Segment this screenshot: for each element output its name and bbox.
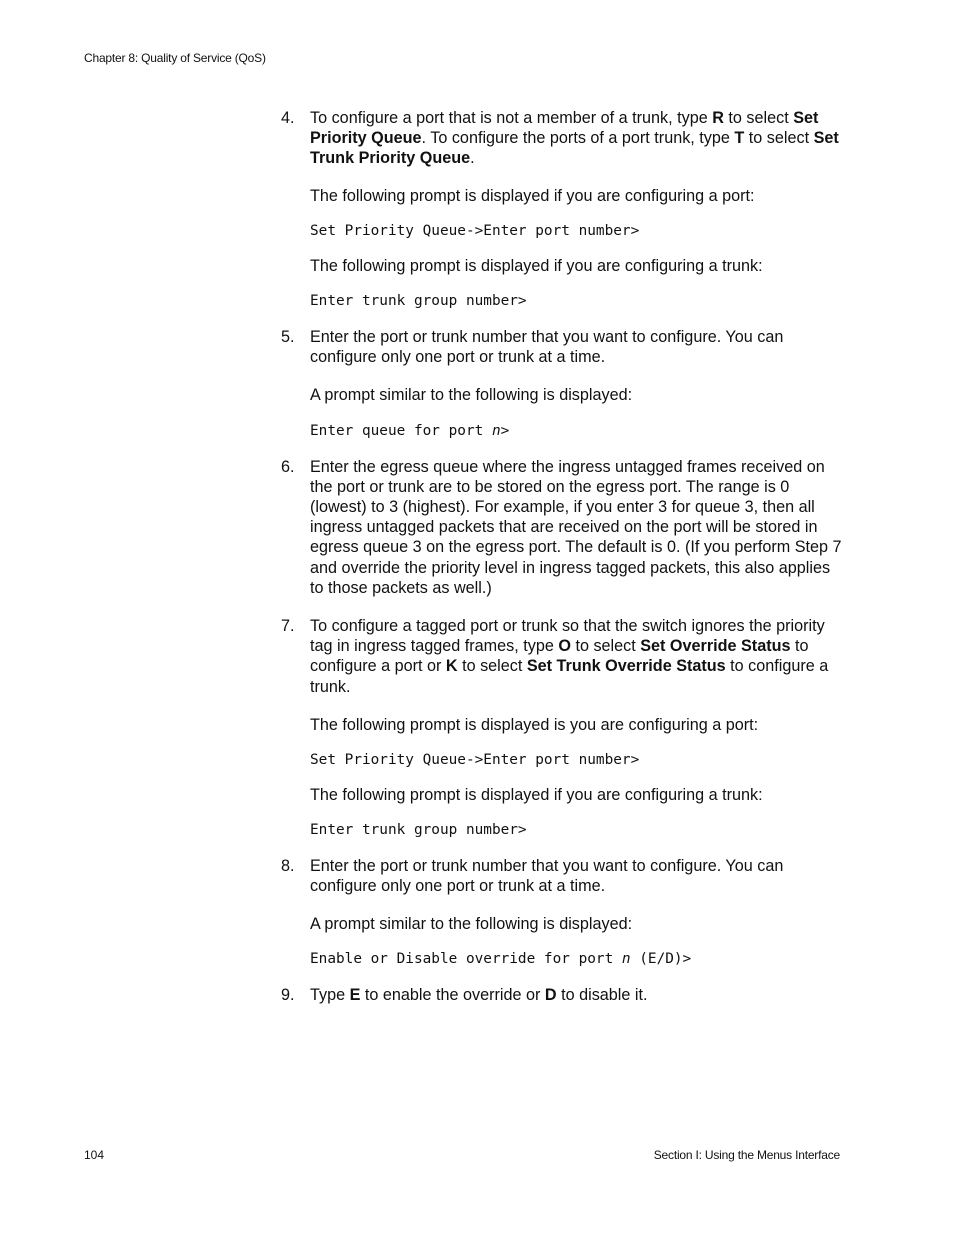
step-number: 9.: [281, 985, 295, 1004]
step-text: . To configure the ports of a port trunk, type: [421, 129, 735, 148]
step-number: 8.: [281, 857, 295, 876]
step-4-trunk-prompt: Enter trunk group number>: [310, 293, 527, 310]
prompt-variable: n: [621, 950, 631, 967]
step-7-trunk-note: The following prompt is displayed if you are configuring a trunk:: [310, 786, 763, 805]
page-content: [281, 108, 843, 1005]
step-number: 5.: [281, 328, 295, 347]
key-r: R: [712, 109, 724, 127]
step-4-port-note: The following prompt is displayed if you are configuring a port:: [310, 186, 755, 205]
step-text: Enter the egress queue where the ingress untagged frames received on the port or trunk are to be stored on the egress port. The range is 0 (lowest) to 3 (highest). For example, if you enter 3 for queue 3, then all ingress untagged packets that are received on the port will be stored in egress queue 3 on the egress port. The default is 0. (If you perform Step 7 and override the priority level in ingress tagged packets, this also applies to those packets as well.): [310, 457, 842, 597]
running-header: Chapter 8: Quality of Service (QoS): [84, 51, 266, 65]
step-5-note: A prompt similar to the following is displayed:: [310, 386, 633, 405]
prompt-variable: n: [491, 422, 501, 439]
step-text: .: [470, 149, 475, 168]
step-7: [281, 616, 843, 697]
menu-option-set-trunk-priority-queue: Set Trunk Priority Queue: [310, 129, 839, 168]
step-text: to select: [723, 109, 794, 127]
page-number: 104: [84, 1148, 105, 1162]
step-4: [281, 108, 843, 169]
step-number: 6.: [281, 457, 295, 476]
step-text: To configure a port that is not a member of a trunk, type: [310, 109, 713, 127]
step-text: to disable it.: [556, 985, 648, 1004]
key-e: E: [349, 985, 361, 1004]
step-7-port-note: The following prompt is displayed is you are configuring a port:: [310, 715, 759, 734]
key-k: K: [445, 657, 458, 676]
step-4-trunk-note: The following prompt is displayed if you are configuring a trunk:: [310, 256, 763, 275]
step-4-port-prompt: Set Priority Queue->Enter port number>: [310, 222, 640, 239]
running-footer: Section I: Using the Menus Interface: [653, 1148, 840, 1162]
step-8-note: A prompt similar to the following is displayed:: [310, 914, 633, 933]
step-7-port-prompt: Set Priority Queue->Enter port number>: [310, 752, 640, 769]
step-number: 7.: [281, 617, 295, 636]
key-o: O: [558, 637, 571, 656]
step-6: [281, 457, 843, 598]
step-text: To configure a tagged port or trunk so that the switch ignores the priority tag in ingress tagged frames, type: [310, 617, 825, 656]
prompt-text: >: [500, 422, 510, 439]
step-text: to configure a port or: [310, 637, 809, 676]
step-text: to select: [570, 637, 641, 656]
prompt-text: Enter queue for port: [310, 422, 492, 439]
step-text: Type: [310, 985, 350, 1004]
prompt-text: (E/D)>: [630, 950, 692, 967]
key-t: T: [734, 129, 745, 148]
step-9: [281, 985, 843, 1005]
step-8: [281, 856, 843, 896]
step-text: to enable the override or: [360, 985, 545, 1004]
step-8-prompt: [281, 949, 843, 969]
menu-option-set-trunk-override-status: Set Trunk Override Status: [526, 657, 726, 676]
step-text: Enter the port or trunk number that you want to configure. You can configure only one port or trunk at a time.: [310, 857, 784, 896]
prompt-text: Enable or Disable override for port: [310, 950, 622, 967]
step-text: Enter the port or trunk number that you want to configure. You can configure only one port or trunk at a time.: [310, 328, 784, 367]
menu-option-set-override-status: Set Override Status: [640, 637, 791, 656]
step-text: to configure a trunk.: [310, 657, 829, 696]
step-number: 4.: [281, 109, 295, 127]
step-5-prompt: [281, 421, 843, 441]
step-text: to select: [457, 657, 527, 676]
step-7-trunk-prompt: Enter trunk group number>: [310, 822, 527, 839]
key-d: D: [544, 985, 557, 1004]
step-5: [281, 327, 843, 367]
step-text: to select: [744, 129, 814, 148]
menu-option-set-priority-queue: Set Priority Queue: [310, 109, 819, 148]
